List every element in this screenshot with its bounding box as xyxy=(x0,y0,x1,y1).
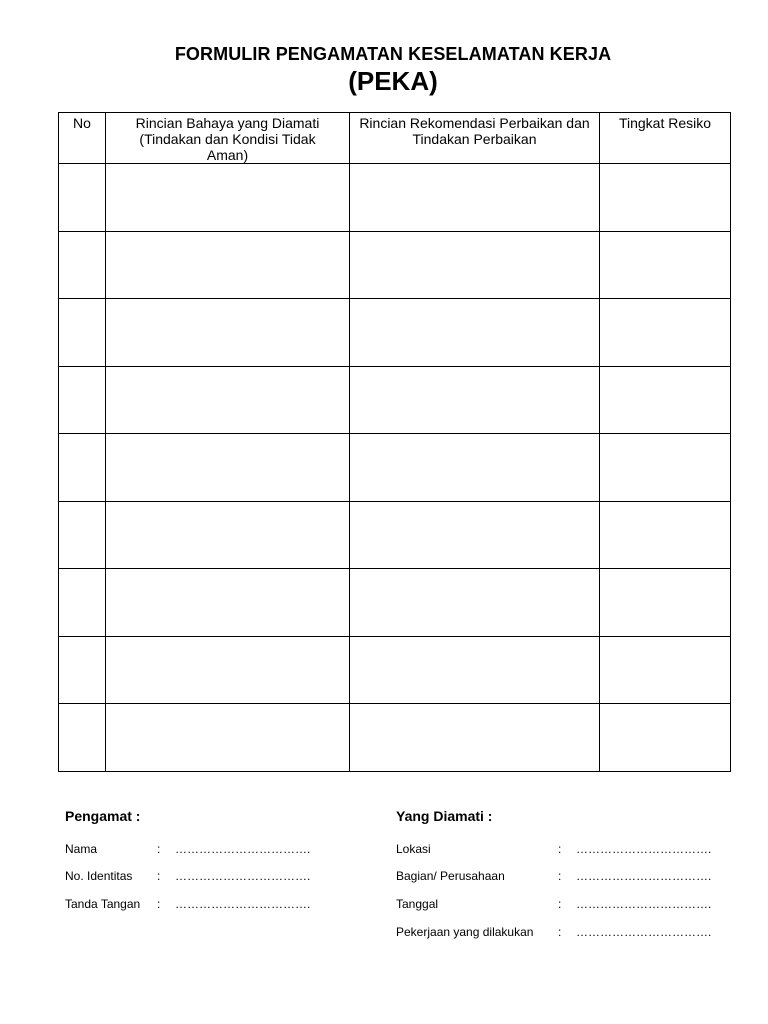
pengamat-tandatangan-label: Tanda Tangan xyxy=(65,897,141,911)
cell-tingkat-resiko[interactable] xyxy=(600,299,731,367)
cell-rincian-rekomendasi[interactable] xyxy=(350,501,600,569)
col-header-no: No xyxy=(59,113,106,164)
cell-tingkat-resiko[interactable] xyxy=(600,231,731,299)
table-row xyxy=(59,299,731,367)
col-header-rincian-bahaya: Rincian Bahaya yang Diamati (Tindakan dan Kondisi Tidak Aman) xyxy=(106,113,350,164)
table-row xyxy=(59,434,731,502)
diamati-bagian-label: Bagian/ Perusahaan xyxy=(396,869,505,883)
cell-tingkat-resiko[interactable] xyxy=(600,366,731,434)
cell-rincian-bahaya[interactable] xyxy=(106,434,350,502)
cell-rincian-bahaya[interactable] xyxy=(106,164,350,232)
cell-rincian-bahaya[interactable] xyxy=(106,231,350,299)
pengamat-heading: Pengamat : xyxy=(65,808,141,824)
cell-rincian-rekomendasi[interactable] xyxy=(350,231,600,299)
cell-no[interactable] xyxy=(59,366,106,434)
table-row xyxy=(59,164,731,232)
table-row xyxy=(59,501,731,569)
cell-rincian-rekomendasi[interactable] xyxy=(350,569,600,637)
diamati-lokasi-field[interactable]: ……………………………. xyxy=(576,842,712,856)
cell-tingkat-resiko[interactable] xyxy=(600,434,731,502)
pengamat-nama-field[interactable]: ……………………………. xyxy=(175,842,311,856)
cell-tingkat-resiko[interactable] xyxy=(600,501,731,569)
table-row xyxy=(59,366,731,434)
pengamat-tandatangan-field[interactable]: ……………………………. xyxy=(175,897,311,911)
diamati-lokasi-sep: : xyxy=(558,842,562,856)
cell-rincian-rekomendasi[interactable] xyxy=(350,636,600,704)
table-row xyxy=(59,231,731,299)
cell-rincian-bahaya[interactable] xyxy=(106,569,350,637)
table-header-row xyxy=(59,113,731,164)
pengamat-nama-label: Nama xyxy=(65,842,98,856)
cell-rincian-bahaya[interactable] xyxy=(106,366,350,434)
cell-no[interactable] xyxy=(59,636,106,704)
cell-no[interactable] xyxy=(59,569,106,637)
diamati-tanggal-field[interactable]: ……………………………. xyxy=(576,897,712,911)
cell-rincian-rekomendasi[interactable] xyxy=(350,704,600,772)
diamati-tanggal-label: Tanggal xyxy=(396,897,439,911)
observation-table xyxy=(58,112,731,772)
pengamat-nama-sep: : xyxy=(157,842,161,856)
cell-rincian-rekomendasi[interactable] xyxy=(350,164,600,232)
cell-no[interactable] xyxy=(59,164,106,232)
col-header-tingkat-resiko: Tingkat Resiko xyxy=(600,113,731,164)
diamati-tanggal-sep: : xyxy=(558,897,562,911)
pengamat-identitas-sep: : xyxy=(157,869,161,883)
diamati-bagian-sep: : xyxy=(558,869,562,883)
cell-no[interactable] xyxy=(59,501,106,569)
diamati-pekerjaan-field[interactable]: ……………………………. xyxy=(576,925,712,939)
cell-no[interactable] xyxy=(59,299,106,367)
diamati-bagian-field[interactable]: ……………………………. xyxy=(576,869,712,883)
pengamat-identitas-label: No. Identitas xyxy=(65,869,133,883)
table-row xyxy=(59,636,731,704)
diamati-pekerjaan-label: Pekerjaan yang dilakukan xyxy=(396,925,534,939)
cell-no[interactable] xyxy=(59,704,106,772)
diamati-pekerjaan-sep: : xyxy=(558,925,562,939)
cell-rincian-rekomendasi[interactable] xyxy=(350,434,600,502)
form-subtitle: (PEKA) xyxy=(348,66,438,96)
table-row xyxy=(59,569,731,637)
cell-tingkat-resiko[interactable] xyxy=(600,704,731,772)
cell-rincian-bahaya[interactable] xyxy=(106,636,350,704)
cell-rincian-bahaya[interactable] xyxy=(106,704,350,772)
cell-tingkat-resiko[interactable] xyxy=(600,164,731,232)
pengamat-identitas-field[interactable]: ……………………………. xyxy=(175,869,311,883)
cell-no[interactable] xyxy=(59,434,106,502)
cell-rincian-rekomendasi[interactable] xyxy=(350,366,600,434)
cell-tingkat-resiko[interactable] xyxy=(600,569,731,637)
diamati-lokasi-label: Lokasi xyxy=(396,842,431,856)
form-title: FORMULIR PENGAMATAN KESELAMATAN KERJA xyxy=(174,44,612,64)
cell-rincian-bahaya[interactable] xyxy=(106,501,350,569)
cell-tingkat-resiko[interactable] xyxy=(600,636,731,704)
pengamat-tandatangan-sep: : xyxy=(157,897,161,911)
table-row xyxy=(59,704,731,772)
col-header-rincian-rekomendasi: Rincian Rekomendasi Perbaikan dan Tindakan Perbaikan xyxy=(350,113,600,164)
table-body xyxy=(59,164,731,772)
diamati-heading: Yang Diamati : xyxy=(396,808,493,824)
cell-rincian-rekomendasi[interactable] xyxy=(350,299,600,367)
cell-no[interactable] xyxy=(59,231,106,299)
cell-rincian-bahaya[interactable] xyxy=(106,299,350,367)
